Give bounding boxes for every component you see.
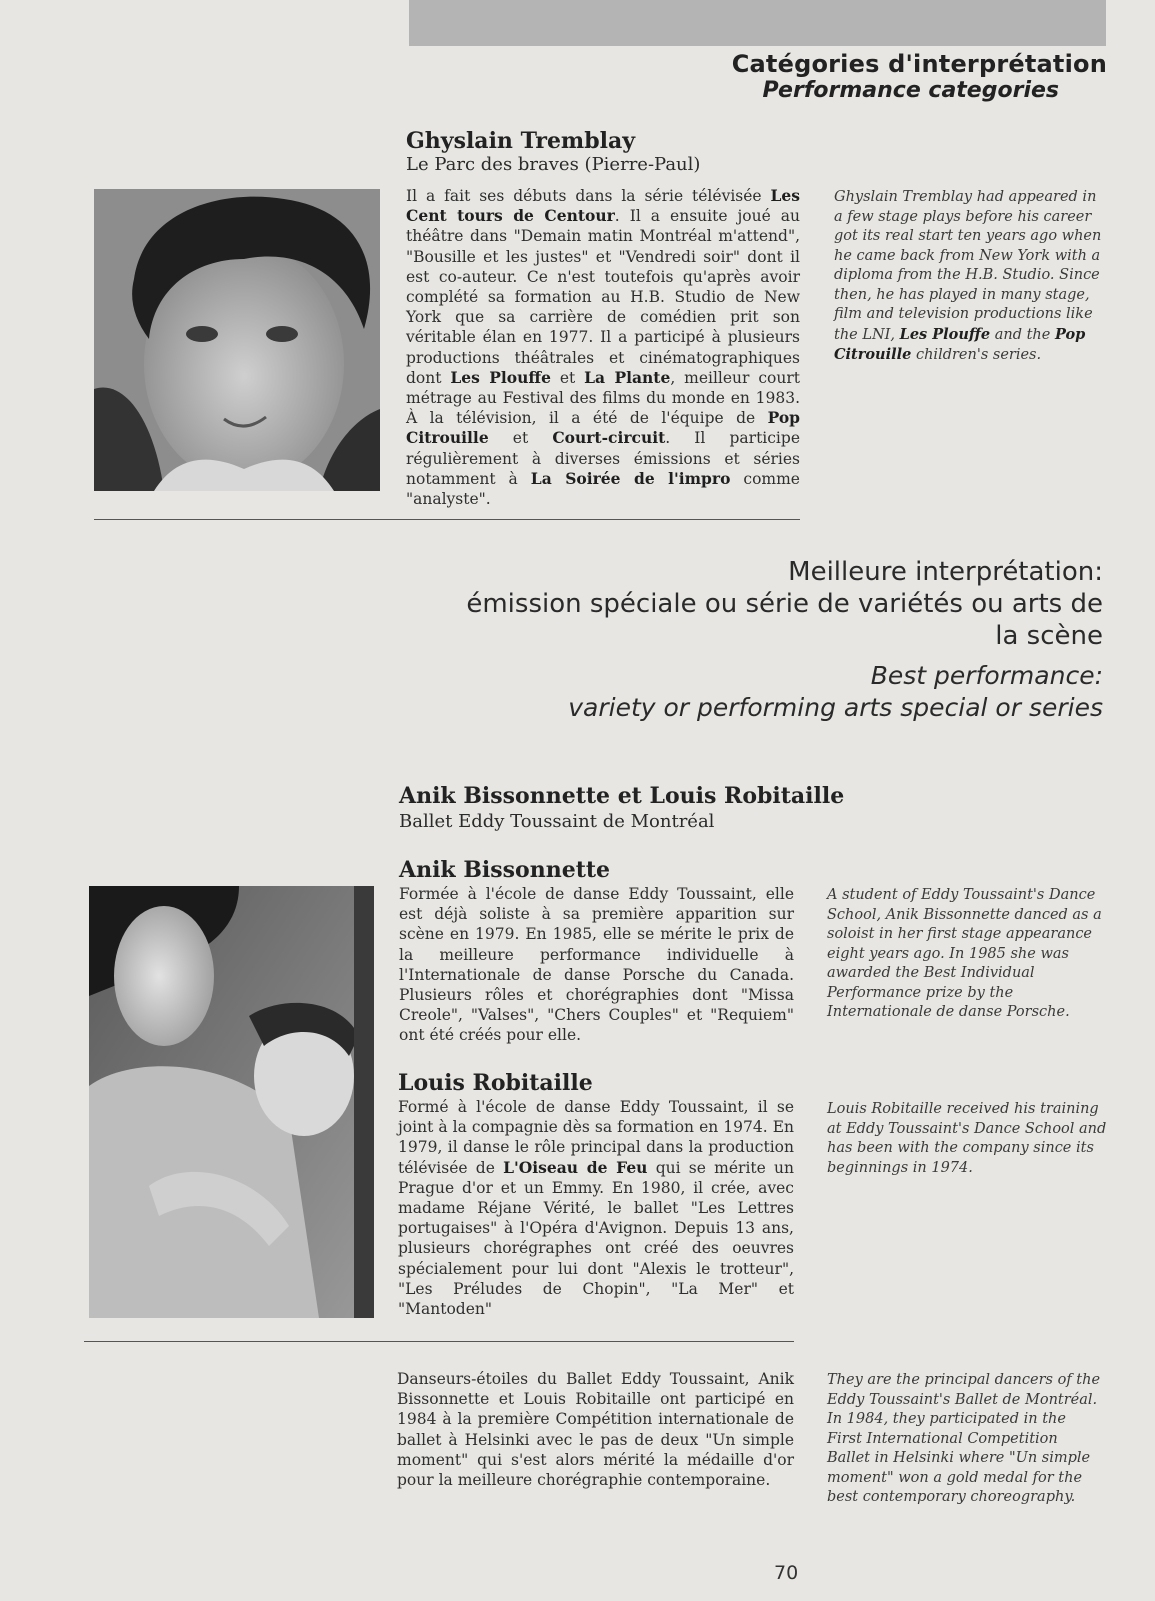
text-run: et	[488, 429, 553, 448]
text-run: Danseurs-étoiles du Ballet Eddy Toussaint, Anik Bissonnette et Louis Robitaille ont participé en 1984 à la première Compétition internationale de ballet à Helsinki avec le pas de deux "Un simple moment" qui s'est alors mérité la médaille d'or pour la meilleure chorégraphie contemporaine.	[397, 1370, 794, 1490]
section-title-fr-line: Meilleure interprétation:	[788, 557, 1103, 587]
title-emphasis: Les Plouffe	[899, 325, 991, 343]
nominee-role: Le Parc des braves (Pierre-Paul)	[406, 154, 701, 175]
text-run: Formé à l'école de danse Eddy Toussaint, il se joint à la compagnie dès sa formation en 1974. En 1979, il danse le rôle principal dans la production télévisée de	[398, 1098, 794, 1177]
title-emphasis: La Plante	[584, 367, 671, 387]
closing-en	[827, 1371, 1105, 1508]
text-run: children's series.	[911, 347, 1042, 363]
title-emphasis: Pop Citrouille	[406, 408, 800, 448]
text-run: Louis Robitaille received his training at Eddy Toussaint's Dance School and has been with the company since its beginnings in 1974.	[827, 1101, 1107, 1176]
divider	[94, 519, 800, 520]
bio-en-tremblay	[834, 188, 1106, 366]
nominee-name: Anik Bissonnette et Louis Robitaille	[399, 783, 845, 809]
divider	[84, 1341, 794, 1342]
category-title-en: Performance categories	[762, 78, 1059, 103]
bio-fr-tremblay	[406, 186, 800, 509]
section-title-fr-line: émission spéciale ou série de variétés ou arts de	[466, 589, 1103, 619]
closing-fr	[397, 1369, 794, 1490]
bio-fr-anik	[399, 884, 794, 1046]
title-emphasis: L'Oiseau de Feu	[503, 1157, 648, 1177]
text-run: qui se mérite un Prague d'or et un Emmy. En 1980, il crée, avec madame Réjane Vérité, le ballet "Les Lettres portugaises" à l'Opéra d'Avignon. Depuis 13 ans, plusieurs chorégraphes ont créé des oeuvres spécialement pour lui dont "Alexis le trotteur", "Les Préludes de Chopin", "La Mer" et "Mantoden"	[398, 1158, 795, 1319]
title-emphasis: La Soirée de l'impro	[530, 468, 731, 488]
title-emphasis: Court-circuit	[552, 428, 666, 448]
header-bar	[409, 0, 1106, 46]
section-title-fr-line: la scène	[995, 621, 1103, 651]
section-title-en	[383, 660, 1103, 724]
title-emphasis: Les Cent tours de Centour	[406, 186, 800, 226]
section-title-en-line: variety or performing arts special or series	[568, 693, 1103, 722]
text-run: They are the principal dancers of the Eddy Toussaint's Ballet de Montréal. In 1984, they participated in the First International Competition Ballet in Helsinki where "Un simple moment" won a gold medal for the best contemporary choreography.	[827, 1372, 1101, 1505]
text-run: and the	[990, 326, 1055, 343]
text-run: A student of Eddy Toussaint's Dance School, Anik Bissonnette danced as a soloist in her first stage appearance eight years ago. In 1985 she was awarded the Best Individual Performance prize by the Internationale de danse Porsche.	[827, 887, 1102, 1020]
portrait-photo-tremblay	[94, 189, 380, 491]
dancer-name: Anik Bissonnette	[399, 857, 611, 883]
duo-photo	[89, 886, 374, 1318]
section-title-fr	[383, 556, 1103, 652]
text-run: comme "analyste".	[406, 469, 800, 509]
bio-en-louis	[827, 1100, 1107, 1178]
text-run: Il a fait ses débuts dans la série télévisée	[406, 187, 771, 205]
text-run: . Il a ensuite joué au théâtre dans "Demain matin Montréal m'attend", "Bousille et les justes" et "Vendredi soir" dont il est co-auteur. Ce n'est toutefois qu'après avoir complété sa formation au H.B. Studio de New York que sa carrière de comédien prit son véritable élan en 1977. Il a participé à plusieurs productions théâtrales et cinématographiques dont	[406, 207, 800, 387]
nominee-name: Ghyslain Tremblay	[406, 128, 635, 154]
text-run: . Il participe régulièrement à diverses émissions et séries notamment à	[406, 429, 800, 488]
text-run: et	[550, 368, 585, 387]
text-run: Ghyslain Tremblay had appeared in a few stage plays before his career got its real start ten years ago when he came back from New York with a diploma from the H.B. Studio. Since then, he has played in many stage, film and television productions like the LNI,	[834, 189, 1102, 343]
text-run: Formée à l'école de danse Eddy Toussaint, elle est déjà soliste à sa première apparition sur scène en 1979. En 1985, elle se mérite le prix de la meilleure performance individuelle à l'Internationale de danse Porsche du Canada. Plusieurs rôles et chorégraphies dont "Missa Creole", "Valses", "Chers Couples" et "Requiem" ont été créés pour elle.	[399, 885, 794, 1045]
title-emphasis: Les Plouffe	[450, 367, 551, 387]
text-run: , meilleur court métrage au Festival des films du monde en 1983. À la télévision, il a été de l'équipe de	[406, 368, 800, 428]
title-emphasis: Pop Citrouille	[834, 325, 1086, 363]
bio-en-anik	[827, 886, 1105, 1023]
dancer-name: Louis Robitaille	[398, 1070, 593, 1096]
nominee-company: Ballet Eddy Toussaint de Montréal	[399, 811, 715, 832]
category-title-fr: Catégories d'interprétation	[731, 50, 1107, 78]
bio-fr-louis	[398, 1097, 794, 1319]
section-title-en-line: Best performance:	[870, 661, 1103, 690]
page-number: 70	[774, 1562, 799, 1584]
